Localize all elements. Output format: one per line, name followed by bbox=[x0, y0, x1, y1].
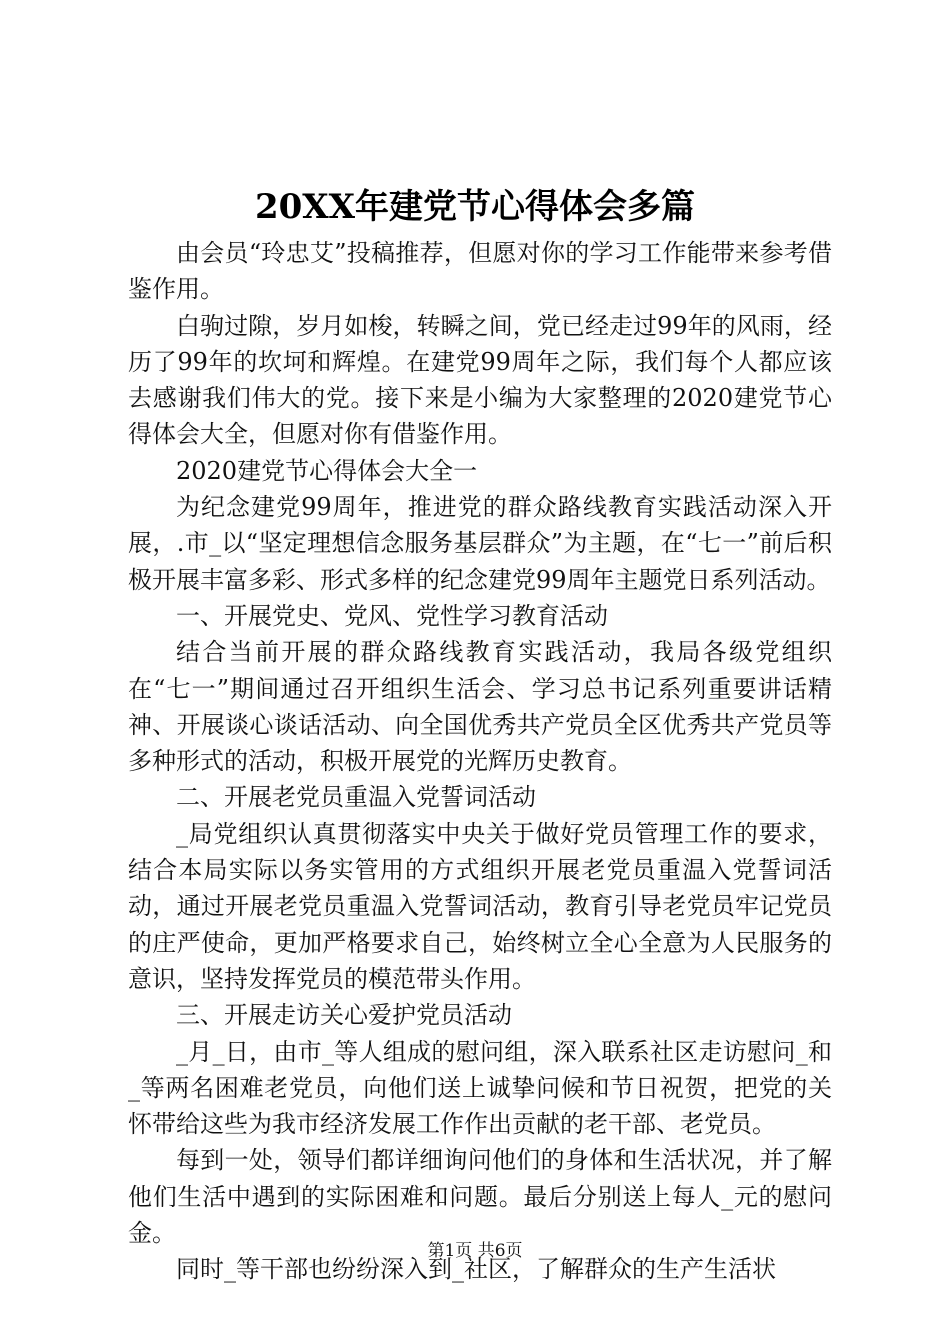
paragraph: _局党组织认真贯彻落实中央关于做好党员管理工作的要求，结合本局实际以务实管用的方式组织开展老党员重温入党誓词活动，通过开展老党员重温入党誓词活动，教育引导老党员牢记党员的庄严使命，更加严格要求自己，始终树立全心全意为人民服务的意识，坚持发挥党员的模范带头作用。 bbox=[128, 819, 832, 993]
document-title: 20XX年建党节心得体会多篇 bbox=[254, 187, 696, 227]
section-heading: 一、开展党史、党风、党性学习教育活动 bbox=[176, 601, 608, 630]
document-body bbox=[128, 235, 832, 1288]
paragraph: 每到一处，领导们都详细询问他们的身体和生活状况，并了解他们生活中遇到的实际困难和问题。最后分别送上每人_元的慰问金。 bbox=[128, 1146, 832, 1248]
paragraph: _月_日，由市_等人组成的慰问组，深入联系社区走访慰问_和_等两名困难老党员，向他们送上诚挚问候和节日祝贺，把党的关怀带给这些为我市经济发展工作作出贡献的老干部、老党员。 bbox=[128, 1037, 832, 1139]
page-footer: 第1页 共6页 bbox=[427, 1241, 523, 1261]
section-heading: 二、开展老党员重温入党誓词活动 bbox=[176, 783, 536, 812]
paragraph: 同时_等干部也纷纷深入到_社区，了解群众的生产生活状 bbox=[176, 1255, 776, 1284]
paragraph: 为纪念建党99周年，推进党的群众路线教育实践活动深入开展，.市_以“坚定理想信念服务基层群众”为主题，在“七一”前后积极开展丰富多彩、形式多样的纪念建党99周年主题党日系列活动。 bbox=[128, 493, 832, 594]
section-heading: 三、开展走访关心爱护党员活动 bbox=[176, 1001, 512, 1030]
paragraph: 白驹过隙，岁月如梭，转瞬之间，党已经走过99年的风雨，经历了99年的坎坷和辉煌。在建党99周年之际，我们每个人都应该去感谢我们伟大的党。接下来是小编为大家整理的2020建党节心得体会大全，但愿对你有借鉴作用。 bbox=[128, 311, 832, 449]
paragraph: 结合当前开展的群众路线教育实践活动，我局各级党组织在“七一”期间通过召开组织生活会、学习总书记系列重要讲话精神、开展谈心谈话活动、向全国优秀共产党员全区优秀共产党员等多种形式的活动，积极开展党的光辉历史教育。 bbox=[128, 638, 832, 776]
paragraph: 由会员“玲忠艾”投稿推荐，但愿对你的学习工作能带来参考借鉴作用。 bbox=[128, 239, 832, 304]
section-subtitle: 2020建党节心得体会大全一 bbox=[176, 456, 478, 485]
